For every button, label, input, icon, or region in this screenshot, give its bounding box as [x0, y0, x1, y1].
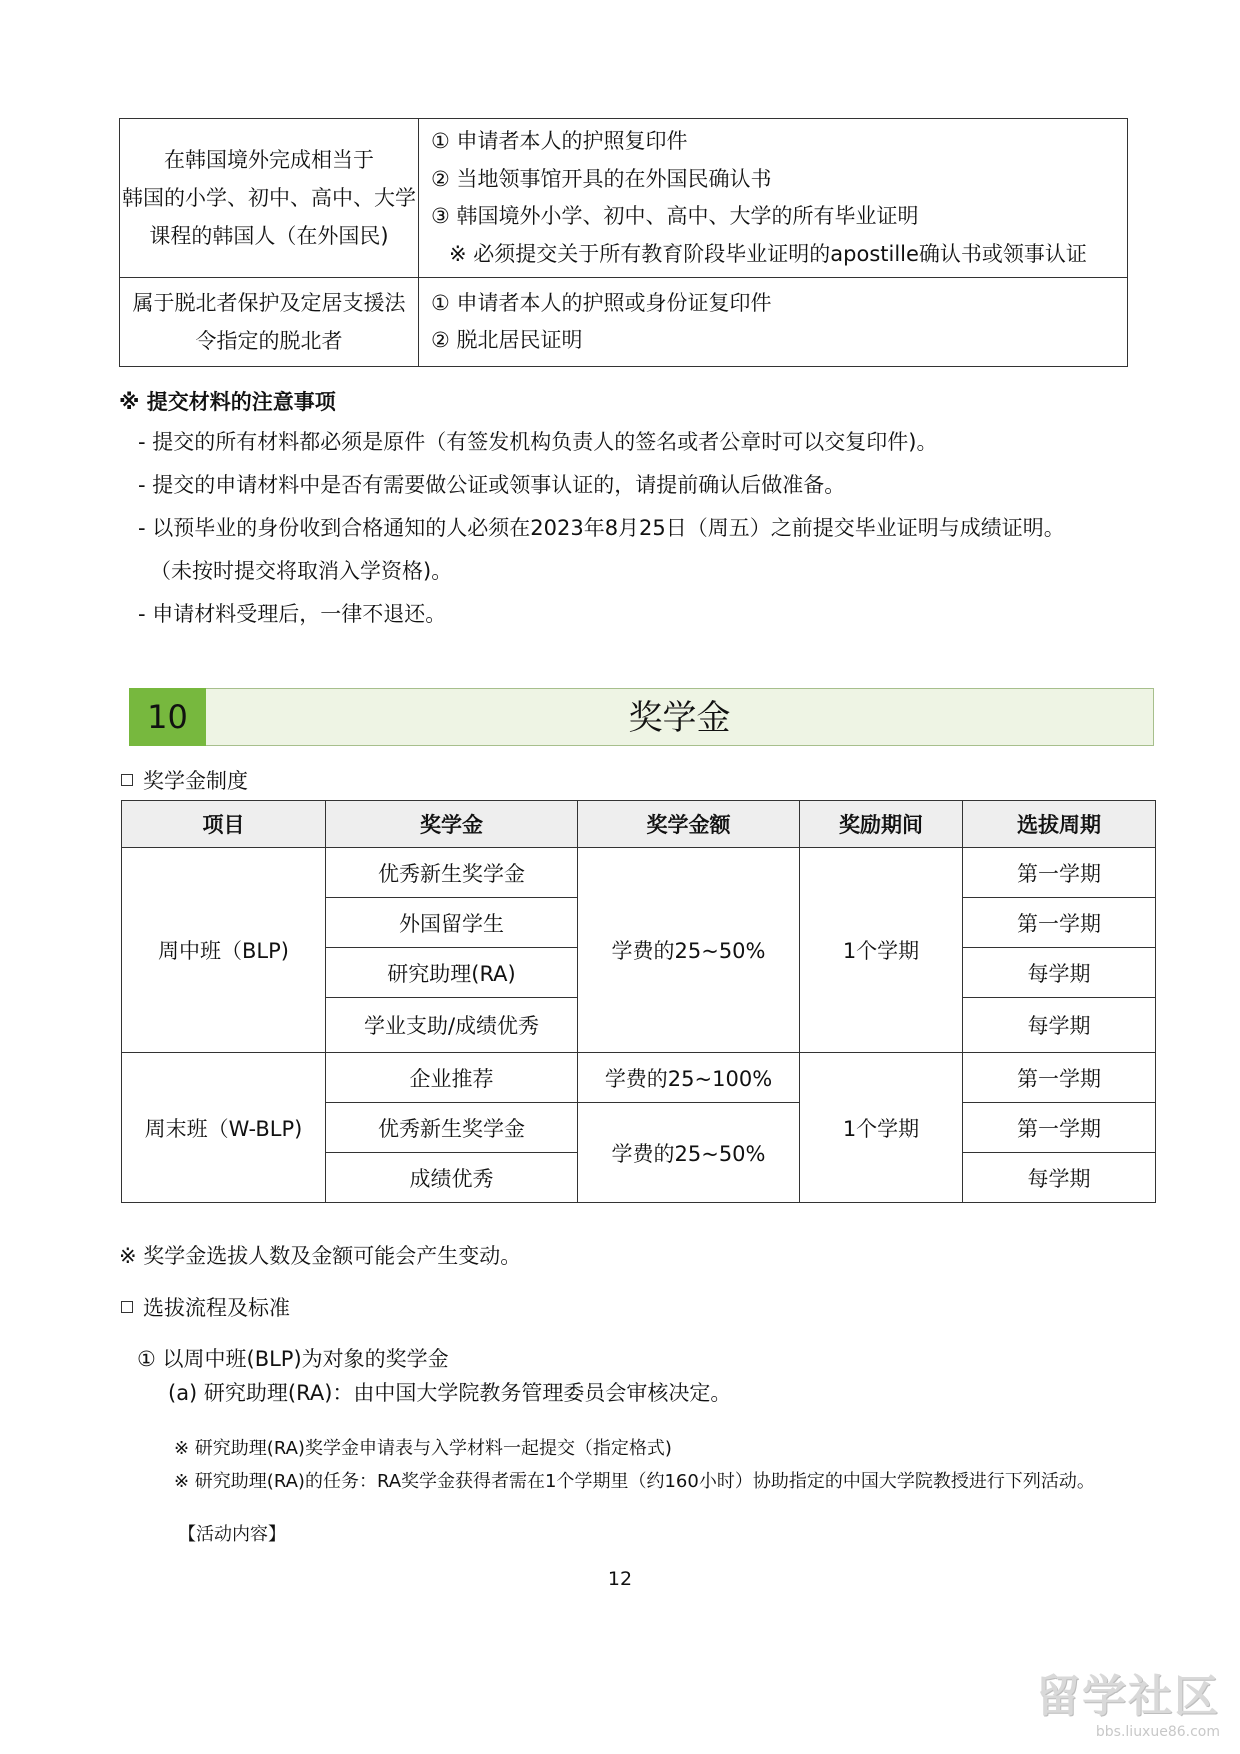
heading-label: 选拔流程及标准: [143, 1296, 290, 1320]
document-item: ① 申请者本人的护照复印件: [431, 129, 688, 153]
watermark: [1036, 1660, 1220, 1740]
program-cell: 周中班（BLP): [122, 848, 326, 1053]
documents-cell: [419, 119, 1128, 278]
category-line: 在韩国境外完成相当于: [164, 148, 374, 172]
cycle-cell: 第一学期: [963, 848, 1156, 898]
cycle-cell: 每学期: [963, 998, 1156, 1053]
column-header: 奖学金: [326, 801, 578, 848]
table-header-row: [122, 801, 1156, 848]
amount-cell: 学费的25~50%: [578, 1103, 800, 1203]
watermark-url: bbs.liuxue86.com: [1095, 1724, 1220, 1740]
ra-item: (a) 研究助理(RA)：由中国大学院教务管理委员会审核决定。: [168, 1381, 732, 1405]
note-item: - 提交的所有材料都必须是原件（有签发机构负责人的签名或者公章时可以交复印件)。: [138, 430, 938, 454]
scholarship-name: 优秀新生奖学金: [326, 848, 578, 898]
table-row: [120, 278, 1128, 367]
activity-label: 【活动内容】: [178, 1524, 286, 1545]
category-cell: [120, 119, 419, 278]
scholarship-name: 成绩优秀: [326, 1153, 578, 1203]
cycle-cell: 第一学期: [963, 1053, 1156, 1103]
cycle-cell: 第一学期: [963, 1103, 1156, 1153]
document-item: ③ 韩国境外小学、初中、高中、大学的所有毕业证明: [431, 204, 919, 228]
checkbox-square-icon: [121, 1301, 133, 1313]
cycle-cell: 第一学期: [963, 898, 1156, 948]
scholarship-name: 研究助理(RA): [326, 948, 578, 998]
scholarship-name: 学业支助/成绩优秀: [326, 998, 578, 1053]
table-row: [122, 848, 1156, 898]
scholarship-name: 企业推荐: [326, 1053, 578, 1103]
document-item: ② 脱北居民证明: [431, 328, 583, 352]
change-note: ※ 奖学金选拔人数及金额可能会产生变动。: [119, 1244, 522, 1268]
watermark-text: 留学社区: [1036, 1671, 1220, 1722]
cycle-cell: 每学期: [963, 1153, 1156, 1203]
note-item: （未按时提交将取消入学资格)。: [150, 559, 453, 583]
amount-cell: 学费的25~100%: [578, 1053, 800, 1103]
document-note: ※ 必须提交关于所有教育阶段毕业证明的apostille确认书或领事认证: [449, 241, 1087, 266]
category-line: 韩国的小学、初中、高中、大学: [122, 186, 416, 210]
column-header: 奖励期间: [800, 801, 963, 848]
ra-note: ※ 研究助理(RA)的任务：RA奖学金获得者需在1个学期里（约160小时）协助指定的中国大学院教授进行下列活动。: [174, 1471, 1095, 1492]
period-cell: 1个学期: [800, 848, 963, 1053]
table-row: [122, 1053, 1156, 1103]
program-cell: 周末班（W-BLP): [122, 1053, 326, 1203]
scholarship-name: 优秀新生奖学金: [326, 1103, 578, 1153]
table-row: [120, 119, 1128, 278]
document-item: ② 当地领事馆开具的在外国民确认书: [431, 166, 772, 191]
category-line: 课程的韩国人（在外国民): [149, 224, 389, 248]
document-item: ① 申请者本人的护照或身份证复印件: [431, 290, 772, 315]
ra-note: ※ 研究助理(RA)奖学金申请表与入学材料一起提交（指定格式): [174, 1438, 672, 1459]
heading-label: 奖学金制度: [143, 769, 248, 793]
scholarship-name: 外国留学生: [326, 898, 578, 948]
page-number: 12: [607, 1568, 633, 1590]
section-title: 奖学金: [206, 688, 1154, 746]
scholarship-table: [121, 800, 1156, 1203]
selection-heading: [121, 1292, 290, 1322]
column-header: 项目: [122, 801, 326, 848]
note-item: - 提交的申请材料中是否有需要做公证或领事认证的，请提前确认后做准备。: [138, 473, 846, 497]
category-line: 属于脱北者保护及定居支援法: [132, 291, 406, 315]
amount-cell: 学费的25~50%: [578, 848, 800, 1053]
documents-cell: [419, 278, 1128, 367]
period-cell: 1个学期: [800, 1053, 963, 1203]
category-cell: [120, 278, 419, 367]
checkbox-square-icon: [121, 774, 133, 786]
note-item: - 以预毕业的身份收到合格通知的人必须在2023年8月25日（周五）之前提交毕业证明与成绩证明。: [138, 516, 1065, 540]
category-line: 令指定的脱北者: [195, 329, 343, 353]
notes-title: ※ 提交材料的注意事项: [119, 390, 336, 414]
cycle-cell: 每学期: [963, 948, 1156, 998]
section-number: 10: [129, 688, 207, 746]
scholarship-system-heading: [121, 765, 248, 795]
column-header: 选拔周期: [963, 801, 1156, 848]
column-header: 奖学金额: [578, 801, 800, 848]
blp-target: ① 以周中班(BLP)为对象的奖学金: [137, 1347, 449, 1371]
documents-table: [119, 118, 1128, 367]
note-item: - 申请材料受理后，一律不退还。: [138, 602, 447, 626]
